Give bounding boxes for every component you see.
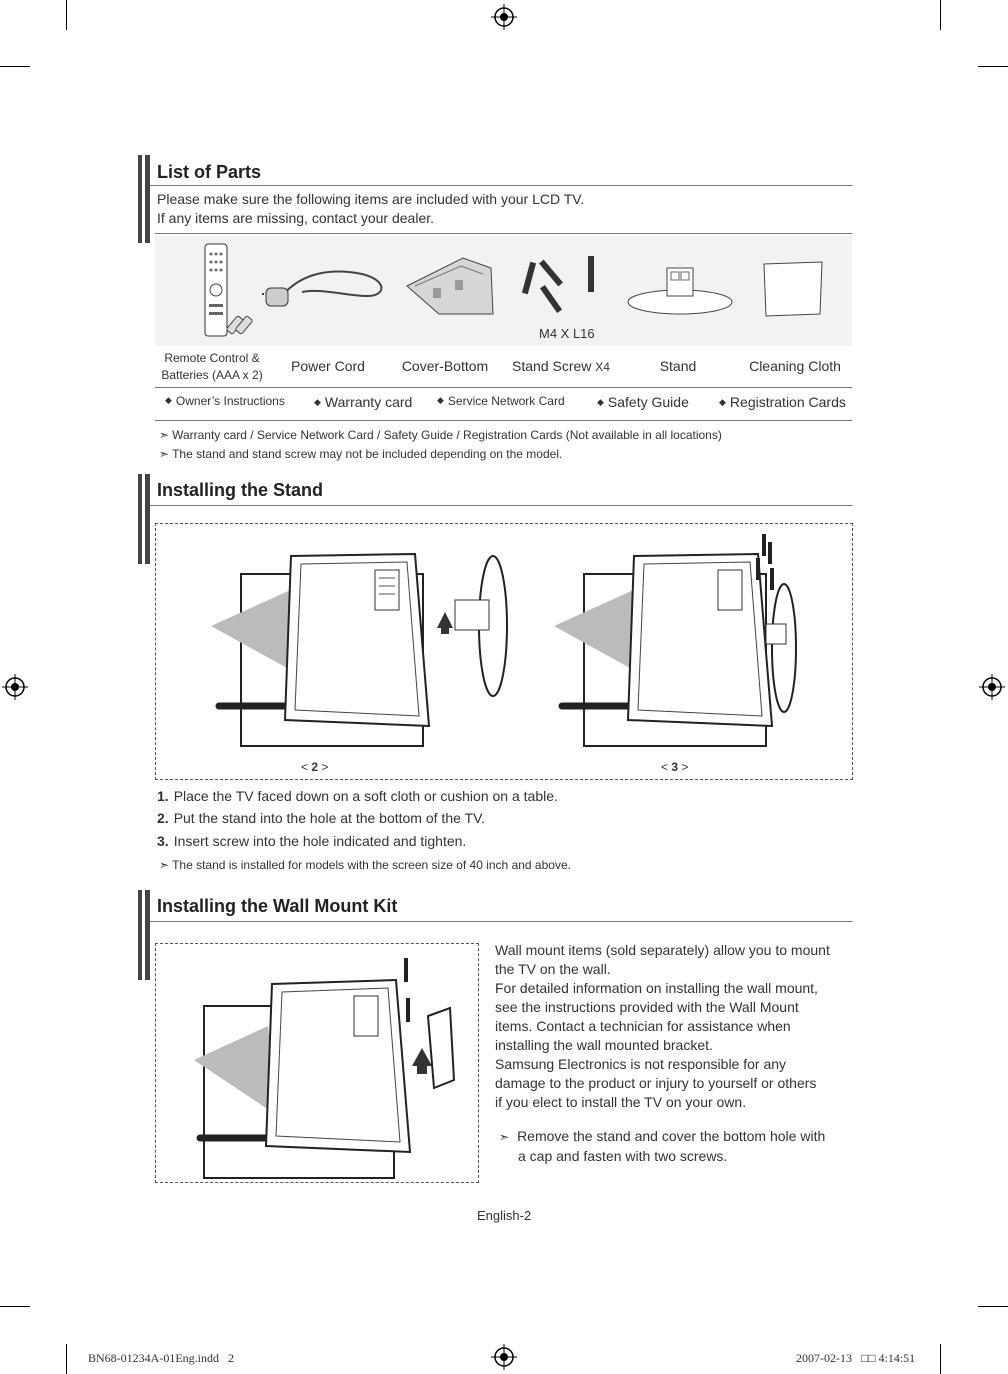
cover-bottom-image <box>403 252 495 318</box>
figure-label-2: < 2 > <box>301 760 329 774</box>
crop-mark <box>940 0 941 30</box>
power-cord-image <box>262 262 390 314</box>
stand-step-2 <box>157 810 485 826</box>
arrow-note-icon: ➣ <box>159 428 170 442</box>
note-text: a cap and fasten with two screws. <box>518 1148 728 1164</box>
stand-step-1 <box>157 788 558 804</box>
crop-mark <box>66 1344 67 1374</box>
section-title-wall: Installing the Wall Mount Kit <box>157 896 398 916</box>
wall-para-line: damage to the product or injury to yourself or others <box>495 1075 817 1091</box>
registration-mark-icon <box>979 674 1005 700</box>
wall-para-line: For detailed information on installing the wall mount, <box>495 980 818 996</box>
remote-control-image <box>198 242 258 340</box>
section-marker <box>138 155 150 243</box>
registration-mark-icon <box>491 1344 517 1370</box>
arrow-note-icon: ➣ <box>159 858 170 872</box>
diamond-bullet-icon: ◆ <box>314 397 321 407</box>
divider <box>155 387 852 388</box>
diamond-bullet-icon: ◆ <box>597 397 604 407</box>
registration-mark-icon <box>2 674 28 700</box>
wall-para-line: Wall mount items (sold separately) allow you to mount <box>495 942 830 958</box>
part-label-suffix: X4 <box>595 360 610 374</box>
section-title-stand: Installing the Stand <box>157 480 324 500</box>
figure-number: 2 <box>311 760 319 774</box>
wall-para-line: if you elect to install the TV on your own. <box>495 1094 747 1110</box>
section-title-parts: List of Parts <box>157 162 262 182</box>
figure-label-3: < 3 > <box>661 760 689 774</box>
file-slug: BN68-01234A-01Eng.indd 2 <box>88 1351 234 1365</box>
wall-para-line: see the instructions provided with the Wall Mount <box>495 999 799 1015</box>
print-date: 2007-02-13 □□ 4:14:51 <box>796 1351 916 1365</box>
note-text: The stand and stand screw may not be included depending on the model. <box>172 447 563 461</box>
figure-stand-step-2 <box>205 548 515 748</box>
part-label-cleaning-cloth: Cleaning Cloth <box>749 358 841 374</box>
doc-item-text: Service Network Card <box>447 394 565 408</box>
stand-image <box>625 262 735 318</box>
crop-mark <box>940 1344 941 1374</box>
figure-number: 3 <box>671 760 679 774</box>
doc-item-safety <box>597 394 689 410</box>
wall-paragraph <box>495 941 855 1112</box>
section-rule <box>150 921 852 922</box>
figure-stand-step-3 <box>548 528 848 748</box>
cleaning-cloth-image <box>760 260 826 318</box>
wall-para-line: Samsung Electronics is not responsible for any <box>495 1056 787 1072</box>
diamond-bullet-icon: ◆ <box>719 397 726 407</box>
crop-mark <box>978 66 1008 67</box>
doc-item-text: Registration Cards <box>729 394 846 410</box>
stand-step-3 <box>157 833 466 849</box>
section-marker <box>138 890 150 980</box>
section-rule <box>150 185 852 186</box>
registration-mark-icon <box>491 4 517 30</box>
doc-item-service <box>437 394 565 408</box>
step-number: 1. <box>157 788 169 804</box>
step-number: 3. <box>157 833 169 849</box>
stand-note <box>159 858 571 872</box>
note-text: Remove the stand and cover the bottom hole with <box>517 1128 826 1144</box>
section-rule <box>150 505 852 506</box>
parts-intro-1: Please make sure the following items are included with your LCD TV. <box>157 191 585 207</box>
wall-para-line: items. Contact a technician for assistance when <box>495 1018 791 1034</box>
note-text: Warranty card / Service Network Card / Safety Guide / Registration Cards (Not available in all locations) <box>172 428 722 442</box>
part-label-line: Remote Control & <box>164 351 260 365</box>
part-label-stand-screw <box>503 358 619 374</box>
parts-intro-2: If any items are missing, contact your dealer. <box>157 210 435 226</box>
figure-wall-mount <box>188 956 476 1180</box>
part-label-cover-bottom: Cover-Bottom <box>401 358 489 374</box>
doc-item-text: Owner’s Instructions <box>175 394 285 408</box>
part-label-stand: Stand <box>659 358 697 374</box>
part-label-line: Batteries (AAA x 2) <box>161 368 263 382</box>
divider <box>155 233 852 234</box>
wall-note <box>499 1127 859 1166</box>
note-text: The stand is installed for models with the screen size of 40 inch and above. <box>172 858 571 872</box>
parts-note-2 <box>159 447 562 461</box>
crop-mark <box>66 0 67 30</box>
diamond-bullet-icon: ◆ <box>165 395 172 405</box>
arrow-note-icon: ➣ <box>499 1130 510 1144</box>
wall-para-line: installing the wall mounted bracket. <box>495 1037 713 1053</box>
parts-note-1 <box>159 428 722 442</box>
crop-mark <box>0 1306 30 1307</box>
arrow-note-icon: ➣ <box>159 447 170 461</box>
screw-spec: M4 X L16 <box>539 326 595 341</box>
stand-screws-image <box>518 254 606 316</box>
step-text: Put the stand into the hole at the bottom of the TV. <box>173 810 486 826</box>
step-number: 2. <box>157 810 169 826</box>
crop-mark <box>0 66 30 67</box>
step-text: Insert screw into the hole indicated and tighten. <box>173 833 467 849</box>
divider <box>155 420 852 421</box>
doc-item-text: Warranty card <box>324 394 413 410</box>
parts-image-band <box>155 236 852 346</box>
doc-item-registration <box>719 394 846 410</box>
wall-para-line: the TV on the wall. <box>495 961 611 977</box>
doc-item-text: Safety Guide <box>607 394 689 410</box>
crop-mark <box>978 1306 1008 1307</box>
part-label-text: Stand Screw <box>512 358 592 374</box>
part-label-power-cord: Power Cord <box>291 358 365 374</box>
doc-item-owners <box>165 394 285 408</box>
page-number: English-2 <box>477 1208 532 1223</box>
step-text: Place the TV faced down on a soft cloth or cushion on a table. <box>173 788 558 804</box>
part-label-remote <box>155 350 269 384</box>
doc-item-warranty <box>314 394 412 410</box>
diamond-bullet-icon: ◆ <box>437 395 444 405</box>
section-marker <box>138 474 150 564</box>
